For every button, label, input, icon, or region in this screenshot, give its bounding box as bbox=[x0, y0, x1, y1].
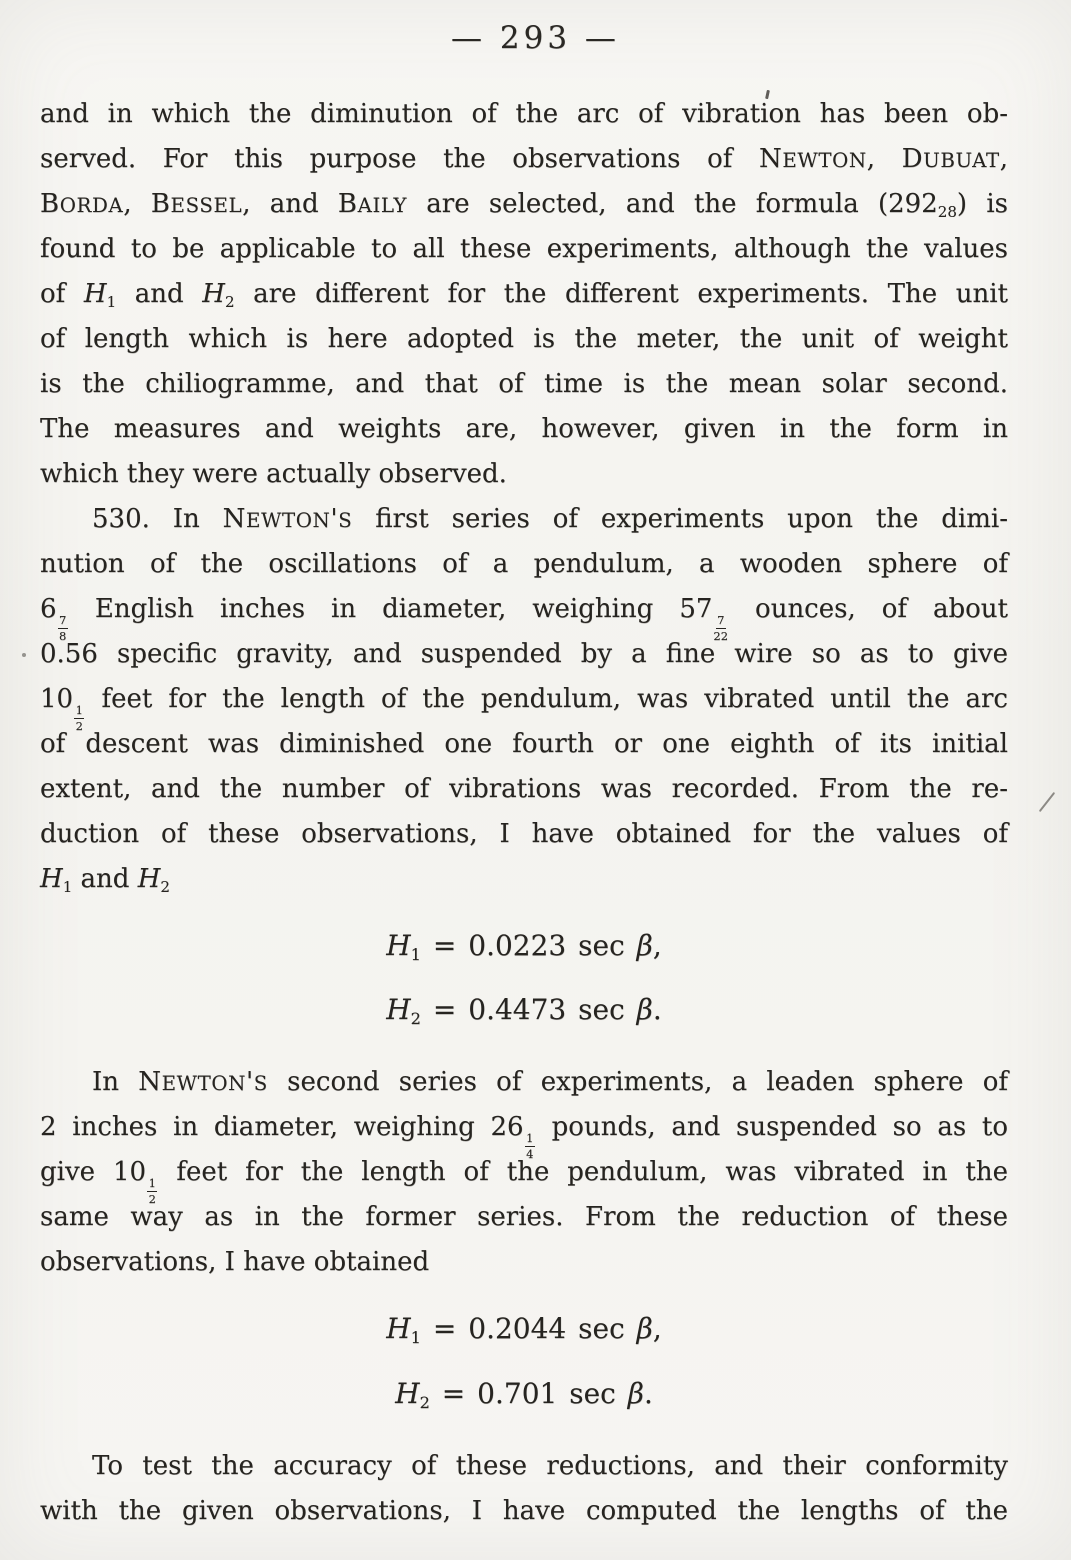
small-caps-name: DUBUAT bbox=[901, 144, 1000, 174]
small-cap-letter: Y bbox=[393, 194, 408, 217]
fraction-denominator: 4 bbox=[526, 1146, 534, 1161]
small-cap-letter: S bbox=[338, 509, 353, 532]
small-caps-name: BORDA bbox=[40, 189, 124, 219]
math-variable bbox=[138, 864, 170, 894]
text-line: 2 inches in diameter, weighing 26 $\frac{1}{4}$ pounds, and suspended so as to bbox=[40, 1112, 1008, 1161]
small-cap-letter: A bbox=[972, 149, 986, 172]
small-cap-letter: O bbox=[832, 149, 849, 172]
mixed-fraction: 57 $\frac{7}{22}$ bbox=[679, 594, 729, 643]
text-line: nution of the oscillations of a pendulum, a wooden sphere of bbox=[40, 549, 1008, 579]
scan-artifact bbox=[1039, 792, 1055, 812]
text-line: same way as in the former series. From the reduction of these bbox=[40, 1202, 1008, 1233]
equation-line: $H_2 = 0.4473$ sec β. bbox=[386, 993, 662, 1029]
fraction-numerator: 1 bbox=[148, 1176, 156, 1191]
math-variable bbox=[202, 279, 234, 309]
small-cap-letter: W bbox=[261, 509, 282, 532]
variable-subscript: 1 bbox=[106, 292, 117, 311]
paragraph bbox=[40, 497, 1008, 902]
equation-block bbox=[40, 902, 1008, 1060]
text-line: which they were actually observed. bbox=[40, 459, 507, 489]
small-cap-letter: I bbox=[372, 194, 381, 217]
variable-subscript: 2 bbox=[224, 292, 235, 311]
text-line: 6 $\frac{7}{8}$ English inches in diameter, weighing 57 $\frac{7}{22}$ ounces, of about bbox=[40, 594, 1008, 643]
fraction-denominator: 22 bbox=[713, 628, 729, 643]
small-cap-letter: N bbox=[312, 509, 331, 532]
beta-symbol: β bbox=[636, 929, 653, 962]
equation-line: $H_1 = 0.0223$ sec β, bbox=[386, 929, 662, 965]
small-cap-letter: E bbox=[213, 194, 229, 217]
text-line: 530. In NEWTON'S first series of experiments upon the dimi- bbox=[92, 504, 1008, 534]
paragraph bbox=[40, 1060, 1008, 1285]
variable-subscript: 1 bbox=[410, 945, 421, 965]
beta-symbol: β bbox=[627, 1376, 644, 1410]
small-cap-letter: E bbox=[782, 149, 798, 172]
small-cap-letter: A bbox=[108, 194, 124, 217]
math-variable bbox=[395, 1377, 430, 1410]
text-line: BORDA, BESSEL, and BAILY are selected, and the formula $(292_{28})$ is bbox=[40, 189, 1008, 221]
fraction-denominator: 2 bbox=[75, 718, 83, 733]
small-cap-letter: L bbox=[228, 194, 243, 217]
text-line: To test the accuracy of these reductions, and their conformity bbox=[92, 1450, 1008, 1481]
small-cap-letter: O bbox=[211, 1072, 229, 1096]
text-line: and in which the diminution of the arc of vibration has been ob- bbox=[40, 99, 1008, 129]
text-line: 10 $\frac{1}{2}$ feet for the length of the pendulum, was vibrated until the arc bbox=[40, 684, 1008, 733]
small-cap-letter: B bbox=[940, 149, 956, 172]
fraction-numerator: 1 bbox=[526, 1131, 534, 1146]
small-cap-letter: E bbox=[170, 194, 186, 217]
math-variable bbox=[386, 1312, 421, 1348]
small-cap-letter: O bbox=[59, 194, 77, 217]
math-variable bbox=[386, 993, 421, 1029]
variable-letter: H bbox=[202, 279, 225, 309]
text-line: give 10 $\frac{1}{2}$ feet for the length of the pendulum, was vibrated in the bbox=[40, 1157, 1008, 1206]
small-cap-letter: E bbox=[161, 1072, 177, 1096]
small-cap-letter: N bbox=[228, 1072, 247, 1096]
small-cap-letter: S bbox=[253, 1072, 268, 1096]
variable-letter: H bbox=[137, 864, 161, 894]
fraction-numerator: 7 bbox=[717, 613, 725, 627]
small-cap-letter: W bbox=[797, 149, 819, 172]
text-line: of $H_1$ and $H_2$ are different for the different experiments. The unit bbox=[40, 279, 1009, 311]
mixed-fraction: 26 $\frac{1}{4}$ bbox=[490, 1112, 534, 1161]
beta-symbol: β bbox=[636, 993, 653, 1027]
text-line: 0.56 specific gravity, and suspended by a fine wire so as to give bbox=[40, 639, 1008, 669]
text-line: observations, I have obtained bbox=[40, 1247, 430, 1278]
math-variable bbox=[40, 864, 72, 894]
mixed-fraction: 6 $\frac{7}{8}$ bbox=[40, 594, 67, 643]
page-number: — 293 — bbox=[451, 20, 620, 56]
paragraph bbox=[40, 92, 1008, 497]
variable-letter: H bbox=[83, 279, 107, 309]
small-cap-letter: T bbox=[985, 149, 1000, 172]
text-line: The measures and weights are, however, given in the form in bbox=[40, 414, 1008, 444]
scan-artifact bbox=[22, 653, 26, 657]
fraction-denominator: 2 bbox=[148, 1191, 156, 1206]
variable-subscript: 1 bbox=[62, 877, 73, 896]
small-cap-letter: R bbox=[76, 194, 92, 217]
equation-line: $H_1 = 0.2044$ sec β, bbox=[386, 1312, 662, 1348]
variable-subscript: 2 bbox=[419, 1392, 430, 1412]
paragraph bbox=[40, 1444, 1008, 1534]
equation-block bbox=[40, 1285, 1008, 1443]
fraction-numerator: 1 bbox=[75, 703, 83, 717]
small-cap-letter: T bbox=[281, 509, 296, 532]
math-variable bbox=[386, 929, 421, 965]
small-caps-name: NEWTON'S bbox=[222, 504, 353, 534]
small-caps-name: NEWTON bbox=[759, 144, 867, 174]
fraction-numerator: 7 bbox=[59, 613, 67, 627]
text-line: found to be applicable to all these experiments, although the values bbox=[40, 234, 1008, 264]
text-line: extent, and the number of vibrations was recorded. From the re- bbox=[40, 774, 1008, 804]
variable-letter: H bbox=[395, 1376, 420, 1410]
text-line: In NEWTON'S second series of experiments, a leaden sphere of bbox=[92, 1067, 1008, 1098]
small-cap-letter: S bbox=[199, 194, 214, 217]
small-cap-letter: U bbox=[955, 149, 973, 172]
small-caps-name: BAILY bbox=[337, 189, 408, 219]
small-cap-letter: S bbox=[185, 194, 200, 217]
variable-letter: H bbox=[386, 1312, 411, 1346]
small-caps-name: BESSEL bbox=[150, 189, 243, 219]
text-line: of length which is here adopted is the meter, the unit of weight bbox=[40, 324, 1008, 354]
text-line: served. For this purpose the observations of NEWTON, DUBUAT, bbox=[40, 144, 1008, 174]
variable-subscript: 2 bbox=[410, 1009, 421, 1029]
equation-line: $H_2 = 0.701$ sec β. bbox=[395, 1376, 653, 1412]
mixed-fraction: 10 $\frac{1}{2}$ bbox=[40, 684, 83, 733]
variable-subscript: 2 bbox=[160, 877, 170, 896]
beta-symbol: β bbox=[636, 1312, 653, 1346]
mixed-fraction: 10 $\frac{1}{2}$ bbox=[112, 1157, 156, 1206]
small-cap-letter: N bbox=[848, 149, 867, 172]
small-cap-letter: W bbox=[176, 1072, 198, 1096]
text-line: of descent was diminished one fourth or one eighth of its initial bbox=[40, 729, 1008, 759]
small-cap-letter: O bbox=[295, 509, 313, 532]
math-variable bbox=[84, 279, 116, 309]
fraction-denominator: 8 bbox=[59, 628, 67, 643]
small-caps-name: NEWTON'S bbox=[138, 1067, 268, 1098]
text-line: is the chiliogramme, and that of time is the mean solar second. bbox=[40, 369, 1008, 399]
variable-subscript: 1 bbox=[410, 1328, 421, 1348]
subscript: 28 bbox=[937, 202, 957, 221]
small-cap-letter: L bbox=[380, 194, 394, 217]
small-cap-letter: E bbox=[246, 509, 262, 532]
text-line: with the given observations, I have computed the lengths of the bbox=[40, 1495, 1008, 1526]
page-body bbox=[40, 92, 1008, 1534]
small-cap-letter: D bbox=[92, 194, 109, 217]
small-cap-letter: T bbox=[197, 1072, 212, 1096]
text-line: duction of these observations, I have obtained for the values of bbox=[40, 819, 1008, 849]
variable-letter: H bbox=[386, 929, 411, 962]
text-line: $H_1$ and $H_2$ bbox=[40, 864, 170, 896]
small-cap-letter: U bbox=[923, 149, 941, 172]
small-cap-letter: T bbox=[818, 149, 833, 172]
variable-letter: H bbox=[40, 864, 63, 894]
small-cap-letter: A bbox=[357, 194, 373, 217]
variable-letter: H bbox=[386, 993, 411, 1027]
